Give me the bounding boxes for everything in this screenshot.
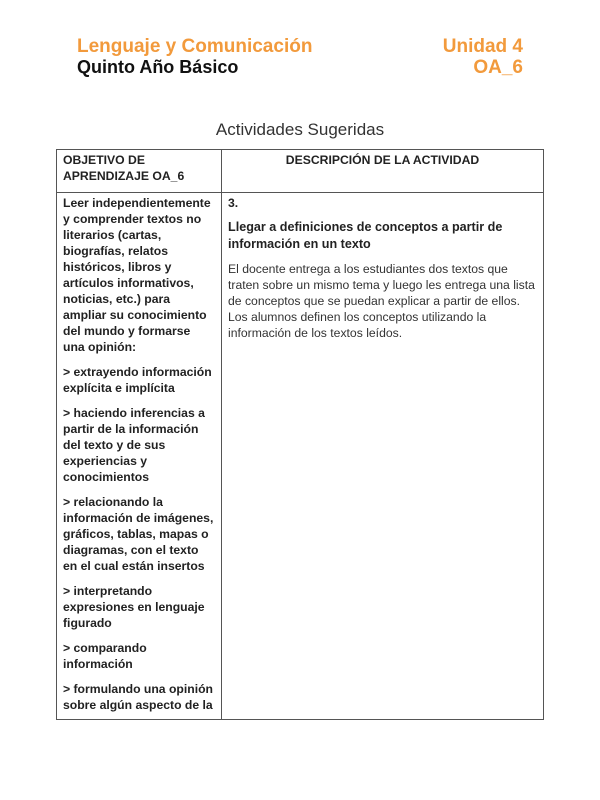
grade-label: Quinto Año Básico <box>77 57 239 77</box>
table-header-row <box>57 150 544 193</box>
objective-item: > extrayendo información explícita e implícita <box>63 365 212 395</box>
objective-item: > comparando información <box>63 641 147 671</box>
objective-item: > haciendo inferencias a partir de la información del texto y de sus experiencias y conocimientos <box>63 406 205 484</box>
objective-code: OA_6 <box>473 57 523 78</box>
table-row <box>57 193 544 720</box>
activity-number: 3. <box>228 196 239 210</box>
column-header-description: DESCRIPCIÓN DE LA ACTIVIDAD <box>222 150 544 193</box>
unit-label: Unidad 4 <box>442 36 523 57</box>
section-title: Actividades Sugeridas <box>215 120 385 139</box>
objective-item: > relacionando la información de imágenes, gráficos, tablas, mapas o diagramas, con el texto en el cual están insertos <box>63 495 214 573</box>
description-cell <box>222 193 544 720</box>
page-header <box>77 36 523 78</box>
subject-title: Lenguaje y Comunicación <box>77 36 313 57</box>
activity-title: Llegar a definiciones de conceptos a partir de información en un texto <box>228 220 503 251</box>
objective-cell <box>57 193 222 720</box>
column-header-objective: OBJETIVO DE APRENDIZAJE OA_6 <box>57 150 222 193</box>
activity-description: El docente entrega a los estudiantes dos textos que traten sobre un mismo tema y luego les entrega una lista de conceptos que se puedan explicar a partir de ellos. Los alumnos definen los conceptos utilizando la información de los textos leídos. <box>228 262 535 340</box>
activities-table <box>56 149 544 720</box>
objective-item: > formulando una opinión sobre algún aspecto de la <box>63 682 213 712</box>
objective-intro: Leer independientemente y comprender textos no literarios (cartas, biografías, relatos históricos, libros y artículos informativos, noticias, etc.) para ampliar su conocimiento del mundo y formarse una opinión: <box>63 196 211 354</box>
objective-item: > interpretando expresiones en lenguaje figurado <box>63 584 205 630</box>
